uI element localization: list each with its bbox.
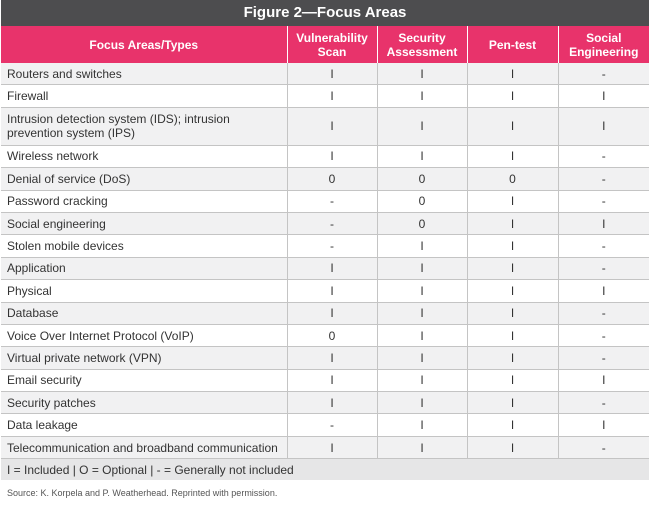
value-cell: I	[467, 436, 558, 458]
value-cell: I	[377, 145, 467, 167]
header-row	[1, 26, 649, 63]
value-cell: I	[467, 392, 558, 414]
value-cell: I	[558, 107, 649, 145]
value-cell: I	[377, 63, 467, 85]
focus-area-cell: Password cracking	[1, 190, 287, 212]
value-cell: I	[467, 63, 558, 85]
legend-row	[1, 459, 649, 481]
focus-area-cell: Wireless network	[1, 145, 287, 167]
focus-area-cell: Virtual private network (VPN)	[1, 347, 287, 369]
value-cell: -	[558, 324, 649, 346]
value-cell: -	[287, 190, 377, 212]
header-focus-areas: Focus Areas/Types	[1, 26, 287, 63]
focus-area-cell: Data leakage	[1, 414, 287, 436]
value-cell: I	[377, 85, 467, 107]
value-cell: 0	[287, 324, 377, 346]
table-row	[1, 145, 649, 167]
source-note: Source: K. Korpela and P. Weatherhead. Reprinted with permission.	[7, 488, 278, 499]
value-cell: I	[377, 324, 467, 346]
figure-title: Figure 2—Focus Areas	[1, 0, 649, 26]
focus-area-cell: Telecommunication and broadband communication	[1, 436, 287, 458]
value-cell: 0	[377, 168, 467, 190]
value-cell: I	[287, 145, 377, 167]
value-cell: -	[558, 302, 649, 324]
header-security-assessment: Security Assessment	[377, 26, 467, 63]
focus-area-cell: Routers and switches	[1, 63, 287, 85]
value-cell: -	[558, 257, 649, 279]
value-cell: I	[377, 302, 467, 324]
focus-area-cell: Application	[1, 257, 287, 279]
value-cell: I	[377, 107, 467, 145]
value-cell: I	[558, 85, 649, 107]
focus-area-cell: Intrusion detection system (IDS); intrusion prevention system (IPS)	[1, 107, 287, 145]
value-cell: I	[377, 436, 467, 458]
value-cell: -	[287, 235, 377, 257]
value-cell: I	[558, 212, 649, 234]
table-row	[1, 414, 649, 436]
value-cell: I	[467, 369, 558, 391]
focus-area-cell: Physical	[1, 280, 287, 302]
value-cell: I	[287, 85, 377, 107]
value-cell: I	[377, 369, 467, 391]
value-cell: I	[377, 257, 467, 279]
value-cell: I	[287, 280, 377, 302]
header-pen-test: Pen-test	[467, 26, 558, 63]
header-social-engineering: Social Engineering	[558, 26, 649, 63]
value-cell: 0	[287, 168, 377, 190]
value-cell: -	[287, 414, 377, 436]
value-cell: I	[287, 436, 377, 458]
value-cell: I	[467, 190, 558, 212]
value-cell: -	[558, 347, 649, 369]
value-cell: I	[377, 235, 467, 257]
value-cell: I	[377, 347, 467, 369]
table-row	[1, 85, 649, 107]
header-vulnerability-scan: Vulnerability Scan	[287, 26, 377, 63]
value-cell: 0	[377, 212, 467, 234]
value-cell: I	[558, 414, 649, 436]
focus-area-cell: Firewall	[1, 85, 287, 107]
table-row	[1, 280, 649, 302]
focus-areas-figure	[1, 0, 649, 498]
focus-area-cell: Social engineering	[1, 212, 287, 234]
table-row	[1, 257, 649, 279]
value-cell: I	[467, 107, 558, 145]
value-cell: I	[287, 302, 377, 324]
focus-area-cell: Voice Over Internet Protocol (VoIP)	[1, 324, 287, 346]
table-body	[1, 63, 649, 459]
value-cell: I	[467, 257, 558, 279]
value-cell: I	[467, 324, 558, 346]
table-row	[1, 212, 649, 234]
table-row	[1, 235, 649, 257]
value-cell: I	[467, 347, 558, 369]
value-cell: -	[558, 235, 649, 257]
focus-area-cell: Email security	[1, 369, 287, 391]
legend-text: I = Included | O = Optional | - = Generally not included	[1, 459, 649, 481]
value-cell: I	[467, 212, 558, 234]
table-row	[1, 168, 649, 190]
value-cell: -	[558, 168, 649, 190]
value-cell: I	[287, 257, 377, 279]
value-cell: 0	[377, 190, 467, 212]
table-row	[1, 302, 649, 324]
value-cell: I	[467, 280, 558, 302]
value-cell: -	[558, 436, 649, 458]
value-cell: I	[377, 392, 467, 414]
value-cell: I	[558, 369, 649, 391]
value-cell: I	[467, 302, 558, 324]
table-row	[1, 107, 649, 145]
value-cell: I	[467, 235, 558, 257]
value-cell: I	[467, 85, 558, 107]
value-cell: I	[287, 347, 377, 369]
value-cell: 0	[467, 168, 558, 190]
value-cell: I	[287, 392, 377, 414]
focus-area-cell: Stolen mobile devices	[1, 235, 287, 257]
value-cell: -	[558, 145, 649, 167]
value-cell: -	[558, 190, 649, 212]
value-cell: I	[287, 369, 377, 391]
focus-area-cell: Database	[1, 302, 287, 324]
value-cell: I	[558, 280, 649, 302]
focus-areas-table	[1, 26, 649, 480]
value-cell: I	[377, 414, 467, 436]
table-row	[1, 369, 649, 391]
value-cell: -	[558, 63, 649, 85]
value-cell: I	[467, 145, 558, 167]
focus-area-cell: Denial of service (DoS)	[1, 168, 287, 190]
table-row	[1, 392, 649, 414]
table-row	[1, 190, 649, 212]
table-row	[1, 324, 649, 346]
value-cell: I	[377, 280, 467, 302]
value-cell: -	[287, 212, 377, 234]
value-cell: I	[287, 63, 377, 85]
table-row	[1, 63, 649, 85]
table-row	[1, 347, 649, 369]
focus-area-cell: Security patches	[1, 392, 287, 414]
value-cell: I	[467, 414, 558, 436]
value-cell: -	[558, 392, 649, 414]
table-row	[1, 436, 649, 458]
value-cell: I	[287, 107, 377, 145]
